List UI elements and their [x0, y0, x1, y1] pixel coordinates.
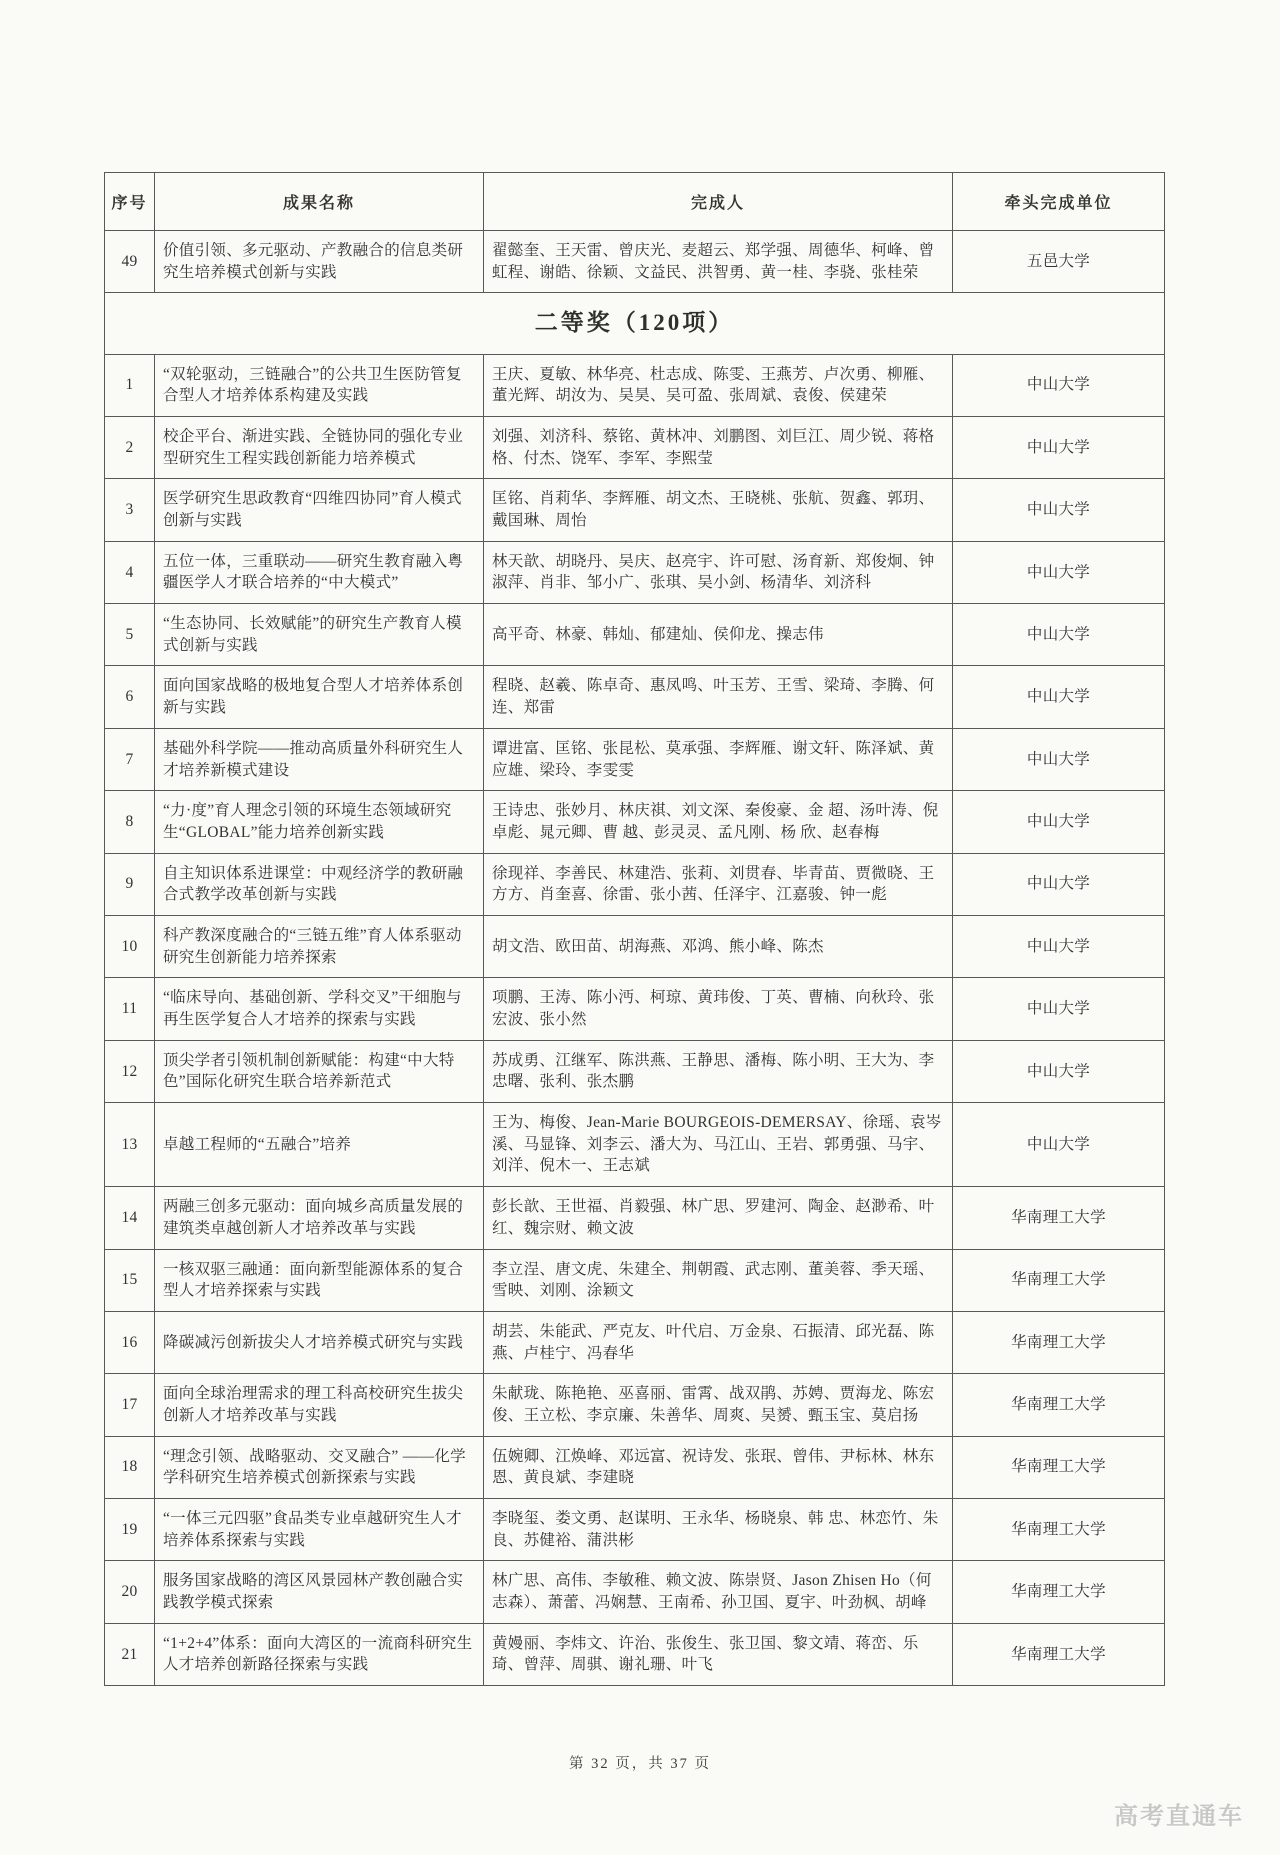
lead-unit-cell: 华南理工大学 [953, 1249, 1165, 1311]
table-row [105, 416, 1165, 478]
result-title-cell: “力·度”育人理念引领的环境生态领域研究生“GLOBAL”能力培养创新实践 [155, 791, 484, 853]
table-row [105, 978, 1165, 1040]
table-row [105, 1187, 1165, 1249]
table-row [105, 1499, 1165, 1561]
table-row [105, 479, 1165, 541]
result-title-cell: 服务国家战略的湾区风景园林产教创融合实践教学模式探索 [155, 1561, 484, 1623]
completers-cell: 徐现祥、李善民、林建浩、张莉、刘贯春、毕青苗、贾微晓、王方方、肖奎喜、徐雷、张小茜、任泽宇、江嘉骏、钟一彪 [484, 853, 953, 915]
table-row [105, 1436, 1165, 1498]
completers-cell: 彭长歆、王世福、肖毅强、林广思、罗建河、陶金、赵渺希、叶红、魏宗财、赖文波 [484, 1187, 953, 1249]
completers-cell: 王庆、夏敏、林华亮、杜志成、陈雯、王燕芳、卢次勇、柳雁、董光辉、胡汝为、吴昊、吴可盈、张周斌、袁俊、侯建荣 [484, 354, 953, 416]
row-number-cell: 19 [105, 1499, 155, 1561]
row-number-cell: 18 [105, 1436, 155, 1498]
result-title-cell: 基础外科学院——推动高质量外科研究生人才培养新模式建设 [155, 728, 484, 790]
row-number-cell: 21 [105, 1623, 155, 1685]
table-row [105, 1374, 1165, 1436]
table-row [105, 728, 1165, 790]
row-number-cell: 5 [105, 604, 155, 666]
completers-cell: 胡芸、朱能武、严克友、叶代启、万金泉、石振清、邱光磊、陈燕、卢桂宁、冯春华 [484, 1311, 953, 1373]
row-number-cell: 4 [105, 541, 155, 603]
lead-unit-cell: 中山大学 [953, 416, 1165, 478]
row-number-cell: 11 [105, 978, 155, 1040]
result-title-cell: 两融三创多元驱动：面向城乡高质量发展的建筑类卓越创新人才培养改革与实践 [155, 1187, 484, 1249]
row-number-cell: 49 [105, 231, 155, 293]
result-title-cell: “1+2+4”体系：面向大湾区的一流商科研究生人才培养创新路径探索与实践 [155, 1623, 484, 1685]
row-number-cell: 6 [105, 666, 155, 728]
lead-unit-cell: 华南理工大学 [953, 1311, 1165, 1373]
row-number-cell: 16 [105, 1311, 155, 1373]
result-title-cell: 校企平台、渐进实践、全链协同的强化专业型研究生工程实践创新能力培养模式 [155, 416, 484, 478]
page-indicator: 第 32 页，共 37 页 [569, 1756, 711, 1772]
lead-unit-cell: 华南理工大学 [953, 1561, 1165, 1623]
row-number-cell: 2 [105, 416, 155, 478]
row-number-cell: 9 [105, 853, 155, 915]
completers-cell: 王诗忠、张妙月、林庆祺、刘文深、秦俊豪、金 超、汤叶涛、倪卓彪、晁元卿、曹 越、彭灵灵、孟凡刚、杨 欣、赵春梅 [484, 791, 953, 853]
completers-cell: 翟懿奎、王天雷、曾庆光、麦超云、郑学强、周德华、柯峰、曾虹程、谢皓、徐颖、文益民、洪智勇、黄一桂、李骁、张桂荣 [484, 231, 953, 293]
section-title: 二等奖（120项） [105, 293, 1165, 354]
completers-cell: 胡文浩、欧田苗、胡海燕、邓鸿、熊小峰、陈杰 [484, 915, 953, 977]
lead-unit-cell: 华南理工大学 [953, 1187, 1165, 1249]
completers-cell: 程晓、赵羲、陈卓奇、惠凤鸣、叶玉芳、王雪、梁琦、李腾、何连、郑雷 [484, 666, 953, 728]
completers-cell: 刘强、刘济科、蔡铭、黄林冲、刘鹏图、刘巨江、周少锐、蒋格格、付杰、饶军、李军、李熙莹 [484, 416, 953, 478]
table-row [105, 231, 1165, 293]
col-header-result-name: 成果名称 [155, 173, 484, 231]
lead-unit-cell: 华南理工大学 [953, 1623, 1165, 1685]
lead-unit-cell: 中山大学 [953, 354, 1165, 416]
result-title-cell: “理念引领、战略驱动、交叉融合” ——化学学科研究生培养模式创新探索与实践 [155, 1436, 484, 1498]
result-title-cell: 卓越工程师的“五融合”培养 [155, 1103, 484, 1187]
table-row [105, 1249, 1165, 1311]
table-row [105, 666, 1165, 728]
row-number-cell: 8 [105, 791, 155, 853]
completers-cell: 高平奇、林豪、韩灿、郁建灿、侯仰龙、操志伟 [484, 604, 953, 666]
table-row [105, 1040, 1165, 1102]
completers-cell: 李晓玺、娄文勇、赵谋明、王永华、杨晓泉、韩 忠、林恋竹、朱 良、苏健裕、蒲洪彬 [484, 1499, 953, 1561]
table-row [105, 853, 1165, 915]
table-row [105, 1623, 1165, 1685]
completers-cell: 谭进富、匡铭、张昆松、莫承强、李辉雁、谢文轩、陈泽斌、黄应雄、梁玲、李雯雯 [484, 728, 953, 790]
result-title-cell: 自主知识体系进课堂：中观经济学的教研融合式教学改革创新与实践 [155, 853, 484, 915]
lead-unit-cell: 中山大学 [953, 1103, 1165, 1187]
lead-unit-cell: 华南理工大学 [953, 1436, 1165, 1498]
completers-cell: 李立浧、唐文虎、朱建全、荆朝霞、武志刚、董美蓉、季天瑶、雪映、刘刚、涂颖文 [484, 1249, 953, 1311]
completers-cell: 林广思、高伟、李敏稚、赖文波、陈崇贤、Jason Zhisen Ho（何志森）、萧蕾、冯娴慧、王南希、孙卫国、夏宇、叶劲枫、胡峰 [484, 1561, 953, 1623]
table-row [105, 541, 1165, 603]
table-row [105, 1103, 1165, 1187]
row-number-cell: 3 [105, 479, 155, 541]
row-number-cell: 10 [105, 915, 155, 977]
completers-cell: 林天歆、胡晓丹、吴庆、赵亮宇、许可慰、汤育新、郑俊炯、钟淑萍、肖非、邹小广、张琪、吴小剑、杨清华、刘济科 [484, 541, 953, 603]
lead-unit-cell: 中山大学 [953, 1040, 1165, 1102]
lead-unit-cell: 中山大学 [953, 728, 1165, 790]
result-title-cell: “双轮驱动，三链融合”的公共卫生医防管复合型人才培养体系构建及实践 [155, 354, 484, 416]
row-number-cell: 15 [105, 1249, 155, 1311]
result-title-cell: “生态协同、长效赋能”的研究生产教育人模式创新与实践 [155, 604, 484, 666]
result-title-cell: 五位一体，三重联动——研究生教育融入粤疆医学人才联合培养的“中大模式” [155, 541, 484, 603]
row-number-cell: 14 [105, 1187, 155, 1249]
lead-unit-cell: 中山大学 [953, 791, 1165, 853]
row-number-cell: 7 [105, 728, 155, 790]
result-title-cell: 降碳减污创新拔尖人才培养模式研究与实践 [155, 1311, 484, 1373]
completers-cell: 朱献珑、陈艳艳、巫喜丽、雷霄、战双鹃、苏娉、贾海龙、陈宏俊、王立松、李京廉、朱善华、周爽、吴赟、甄玉宝、莫启扬 [484, 1374, 953, 1436]
table-row [105, 791, 1165, 853]
lead-unit-cell: 华南理工大学 [953, 1499, 1165, 1561]
lead-unit-cell: 中山大学 [953, 915, 1165, 977]
col-header-lead-unit: 牵头完成单位 [953, 173, 1165, 231]
watermark: 高考直通车 [1114, 1803, 1244, 1830]
result-title-cell: 价值引领、多元驱动、产教融合的信息类研究生培养模式创新与实践 [155, 231, 484, 293]
table-header-row [105, 173, 1165, 231]
table-row [105, 1561, 1165, 1623]
lead-unit-cell: 中山大学 [953, 853, 1165, 915]
completers-cell: 匡铭、肖莉华、李辉雁、胡文杰、王晓桃、张航、贺鑫、郭玥、戴国琳、周怡 [484, 479, 953, 541]
result-title-cell: 面向国家战略的极地复合型人才培养体系创新与实践 [155, 666, 484, 728]
row-number-cell: 20 [105, 1561, 155, 1623]
completers-cell: 黄嫚丽、李炜文、许治、张俊生、张卫国、黎文靖、蒋峦、乐琦、曾萍、周骐、谢礼珊、叶飞 [484, 1623, 953, 1685]
lead-unit-cell: 中山大学 [953, 666, 1165, 728]
result-title-cell: 科产教深度融合的“三链五维”育人体系驱动研究生创新能力培养探索 [155, 915, 484, 977]
table-row [105, 1311, 1165, 1373]
result-title-cell: “一体三元四驱”食品类专业卓越研究生人才培养体系探索与实践 [155, 1499, 484, 1561]
completers-cell: 项鹏、王涛、陈小沔、柯琼、黄玮俊、丁英、曹楠、向秋玲、张宏波、张小然 [484, 978, 953, 1040]
result-title-cell: “临床导向、基础创新、学科交叉”干细胞与再生医学复合人才培养的探索与实践 [155, 978, 484, 1040]
lead-unit-cell: 中山大学 [953, 978, 1165, 1040]
lead-unit-cell: 华南理工大学 [953, 1374, 1165, 1436]
completers-cell: 苏成勇、江继军、陈洪燕、王静思、潘梅、陈小明、王大为、李忠曙、张利、张杰鹏 [484, 1040, 953, 1102]
completers-cell: 伍婉卿、江焕峰、邓远富、祝诗发、张珉、曾伟、尹标林、林东恩、黄良斌、李建晓 [484, 1436, 953, 1498]
completers-cell: 王为、梅俊、Jean-Marie BOURGEOIS-DEMERSAY、徐瑶、袁岑溪、马显锋、刘李云、潘大为、马江山、王岩、郭勇强、马宇、刘洋、倪木一、王志斌 [484, 1103, 953, 1187]
col-header-index: 序号 [105, 173, 155, 231]
table-row [105, 354, 1165, 416]
result-title-cell: 顶尖学者引领机制创新赋能：构建“中大特色”国际化研究生联合培养新范式 [155, 1040, 484, 1102]
awards-table [104, 172, 1165, 1686]
lead-unit-cell: 中山大学 [953, 479, 1165, 541]
row-number-cell: 17 [105, 1374, 155, 1436]
row-number-cell: 1 [105, 354, 155, 416]
lead-unit-cell: 中山大学 [953, 541, 1165, 603]
lead-unit-cell: 中山大学 [953, 604, 1165, 666]
row-number-cell: 13 [105, 1103, 155, 1187]
section-banner-row [105, 293, 1165, 354]
result-title-cell: 医学研究生思政教育“四维四协同”育人模式创新与实践 [155, 479, 484, 541]
table-row [105, 604, 1165, 666]
table-row [105, 915, 1165, 977]
result-title-cell: 一核双驱三融通：面向新型能源体系的复合型人才培养探索与实践 [155, 1249, 484, 1311]
col-header-completers: 完成人 [484, 173, 953, 231]
lead-unit-cell: 五邑大学 [953, 231, 1165, 293]
row-number-cell: 12 [105, 1040, 155, 1102]
result-title-cell: 面向全球治理需求的理工科高校研究生拔尖创新人才培养改革与实践 [155, 1374, 484, 1436]
